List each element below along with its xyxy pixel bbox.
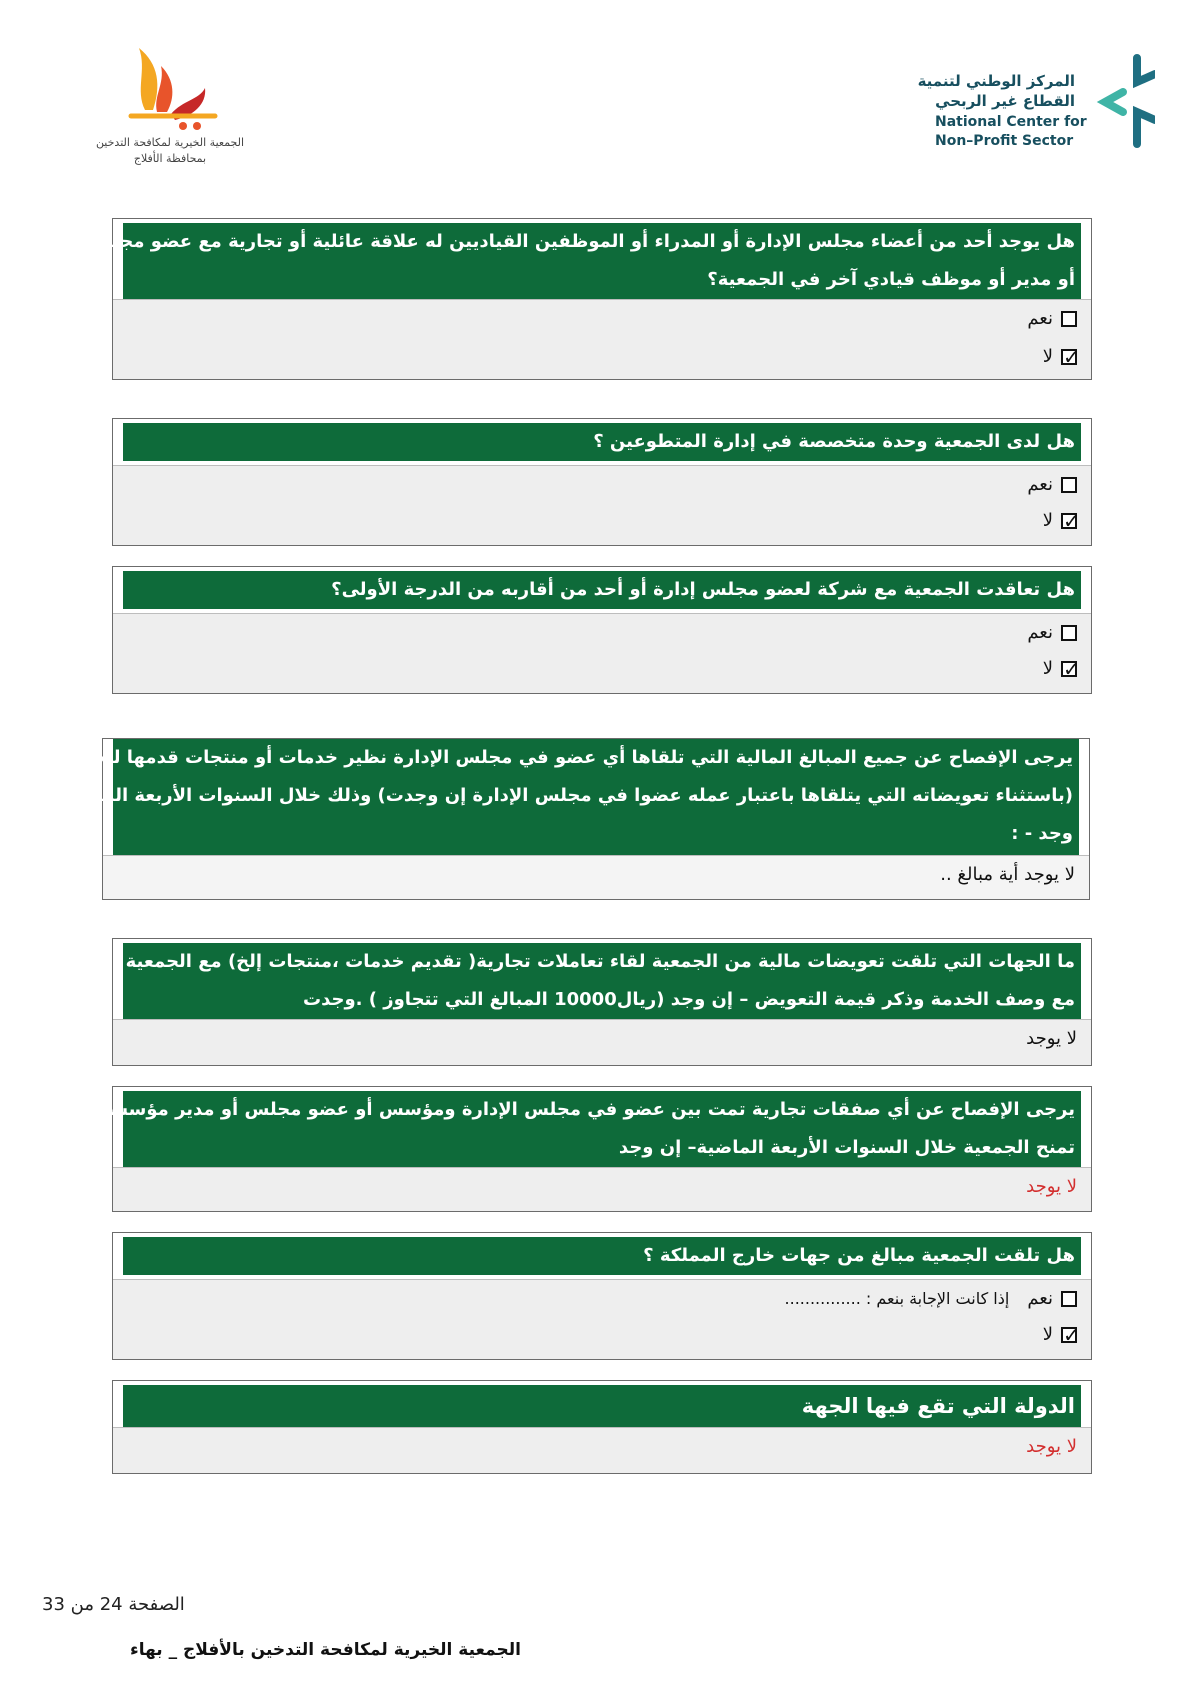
bahaa-subtitle-line1: الجمعية الخيرية لمكافحة التدخين — [95, 136, 245, 149]
bahaa-subtitle-line2: بمحافظة الأفلاج — [133, 152, 207, 165]
question-box-6 — [44, 1086, 1092, 1212]
option-label: لا — [1042, 346, 1053, 367]
ncnp-arabic-line2: القطاع غير الربحي — [935, 92, 1075, 110]
page-number: الصفحة 24 من 33 — [42, 1594, 185, 1615]
answer-area — [103, 855, 1089, 899]
question-box-4 — [17, 738, 1090, 900]
option-yes[interactable] — [1027, 474, 1077, 495]
answer-area — [113, 1279, 1091, 1359]
answer-area — [113, 613, 1091, 693]
question-box-1 — [38, 218, 1092, 380]
bahaa-logo — [75, 40, 265, 170]
question-line: ما الجهات التي تلقت تعويضات مالية من الجمعية لقاء تعاملات تجارية( تقديم خدمات ،منتجات إلخ) مع الجمعية ،إن — [90, 951, 1075, 972]
question-line: يرجى الإفصاح عن جميع المبالغ المالية التي تلقاها أي عضو في مجلس الإدارة نظير خدمات أو منتجات قدمها للجمعية — [52, 747, 1073, 768]
option-no[interactable] — [1043, 510, 1077, 531]
question-line: تمنح الجمعية خلال السنوات الأربعة الماضية– إن وجد — [618, 1137, 1075, 1158]
question-line: هل لدى الجمعية وحدة متخصصة في إدارة المتطوعين ؟ — [593, 431, 1075, 452]
answer-text: لا يوجد — [1026, 1028, 1077, 1049]
question-line: الدولة التي تقع فيها الجهة — [801, 1394, 1075, 1418]
option-yes[interactable] — [1027, 308, 1077, 329]
question-box-8 — [112, 1380, 1092, 1474]
ncnp-english-line2: Non–Profit Sector — [935, 133, 1074, 149]
option-label: نعم — [1027, 308, 1053, 329]
answer-area — [113, 1427, 1091, 1473]
bahaa-flame-icon — [75, 40, 265, 135]
question-header — [123, 1237, 1081, 1275]
question-line: هل تعاقدت الجمعية مع شركة لعضو مجلس إدارة أو أحد من أقاربه من الدرجة الأولى؟ — [331, 579, 1075, 600]
option-yes[interactable] — [1027, 622, 1077, 643]
question-box-3 — [112, 566, 1092, 694]
checkbox-checked-icon[interactable] — [1061, 513, 1077, 529]
question-line: أو مدير أو موظف قيادي آخر في الجمعية؟ — [707, 269, 1075, 290]
answer-area — [113, 1019, 1091, 1065]
answer-text: لا يوجد أية مبالغ .. — [940, 864, 1075, 885]
question-line: هل يوجد أحد من أعضاء مجلس الإدارة أو المدراء أو الموظفين القياديين له علاقة عائلية أو تجارية مع عضو مجلس إدارة — [38, 231, 1075, 252]
question-header — [123, 1385, 1081, 1427]
checkbox-unchecked-icon[interactable] — [1061, 625, 1077, 641]
answer-text: لا يوجد — [1026, 1436, 1077, 1457]
question-line: وجد - : — [1011, 823, 1073, 844]
question-line: يرجى الإفصاح عن أي صفقات تجارية تمت بين عضو في مجلس الإدارة ومؤسس أو عضو مجلس أو مدير مؤسسة مانحة — [44, 1099, 1075, 1120]
option-label: نعم — [1027, 474, 1053, 495]
question-line: مع وصف الخدمة وذكر قيمة التعويض – إن وجد (ريال10000 المبالغ التي تتجاوز ) .وجدت — [303, 989, 1075, 1010]
question-line: (باستثناء تعويضاته التي يتلقاها باعتبار عمله عضوا في مجلس الإدارة إن وجدت) وذلك خلال السنوات الأربعة الماضية – إن — [17, 785, 1073, 806]
option-followup-text: إذا كانت الإجابة بنعم : ............... — [784, 1289, 1010, 1308]
option-label: نعم — [1027, 1288, 1053, 1309]
question-header — [44, 1091, 1081, 1167]
checkbox-checked-icon[interactable] — [1061, 1327, 1077, 1343]
question-header — [17, 739, 1079, 855]
option-label: نعم — [1027, 622, 1053, 643]
checkbox-unchecked-icon[interactable] — [1061, 311, 1077, 327]
answer-area — [113, 1167, 1091, 1211]
ncnp-arabic-line1: المركز الوطني لتنمية — [917, 72, 1075, 90]
question-header — [90, 943, 1081, 1019]
option-label: لا — [1042, 1324, 1053, 1345]
answer-area — [113, 299, 1091, 379]
answer-area — [113, 465, 1091, 545]
question-box-7 — [112, 1232, 1092, 1360]
question-box-5 — [90, 938, 1092, 1066]
checkbox-unchecked-icon[interactable] — [1061, 477, 1077, 493]
question-line: هل تلقت الجمعية مبالغ من جهات خارج المملكة ؟ — [643, 1245, 1075, 1266]
checkbox-unchecked-icon[interactable] — [1061, 1291, 1077, 1307]
ncnp-english-line1: National Center for — [935, 114, 1087, 130]
footer-organization: الجمعية الخيرية لمكافحة التدخين بالأفلاج _ بهاء — [130, 1640, 521, 1660]
ncnp-mark-icon — [1075, 52, 1155, 152]
ncnp-logo — [917, 52, 1165, 152]
checkbox-checked-icon[interactable] — [1061, 349, 1077, 365]
question-box-2 — [112, 418, 1092, 546]
question-header — [123, 423, 1081, 461]
checkbox-checked-icon[interactable] — [1061, 661, 1077, 677]
option-no[interactable] — [1043, 1324, 1077, 1345]
question-header — [123, 571, 1081, 609]
option-yes[interactable] — [785, 1288, 1077, 1309]
option-no[interactable] — [1043, 346, 1077, 367]
option-label: لا — [1042, 510, 1053, 531]
option-no[interactable] — [1043, 658, 1077, 679]
question-header — [38, 223, 1081, 299]
option-label: لا — [1042, 658, 1053, 679]
answer-text: لا يوجد — [1026, 1176, 1077, 1197]
